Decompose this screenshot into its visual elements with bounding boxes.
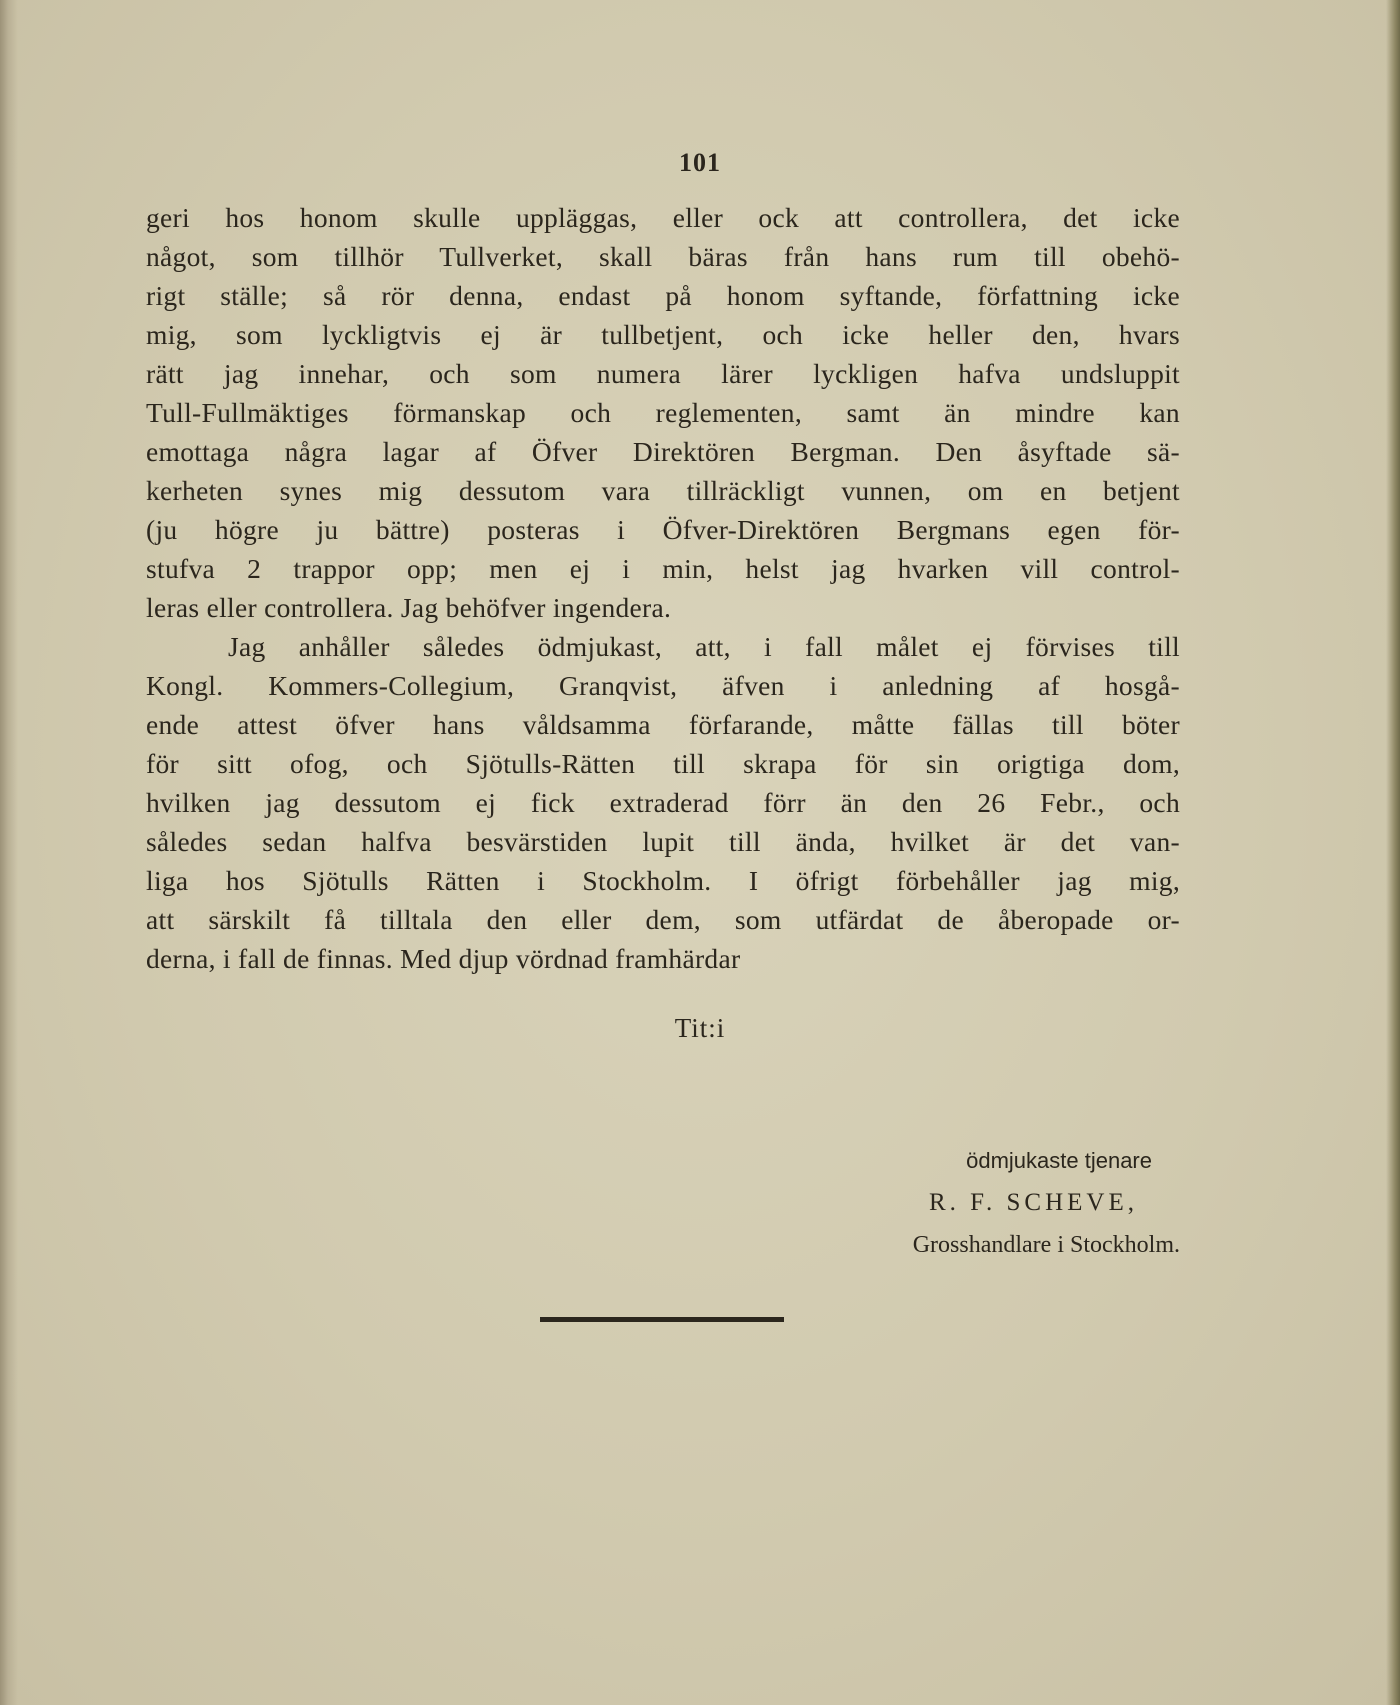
end-rule-divider bbox=[540, 1317, 784, 1322]
paragraph-start-line: Jag anhåller således ödmjukast, att, i fall målet ej förvises till bbox=[228, 631, 1180, 662]
text-line: något, som tillhör Tullverket, skall bäras från hans rum till obehö- bbox=[146, 241, 1180, 272]
text-line: för sitt ofog, och Sjötulls-Rätten till skrapa för sin origtiga dom, bbox=[146, 748, 1180, 779]
page-binding-edge bbox=[0, 0, 18, 1705]
signature-block bbox=[913, 1140, 1180, 1266]
text-line: derna, i fall de finnas. Med djup vördnad framhärdar bbox=[146, 943, 741, 974]
text-line: ende attest öfver hans våldsamma förfarande, måtte fällas till böter bbox=[146, 709, 1180, 740]
signature-title: Grosshandlare i Stockholm. bbox=[912, 1232, 1180, 1258]
text-line: Kongl. Kommers-Collegium, Granqvist, äfven i anledning af hosgå- bbox=[146, 670, 1180, 701]
body-text bbox=[146, 198, 1180, 978]
salutation-signoff: Tit:i bbox=[674, 1013, 726, 1043]
text-line: leras eller controllera. Jag behöfver ingendera. bbox=[146, 592, 672, 623]
text-line: emottaga några lagar af Öfver Direktören Bergman. Den åsyftade sä- bbox=[146, 436, 1180, 467]
signature-name: R. F. SCHEVE, bbox=[928, 1189, 1138, 1216]
text-line: (ju högre ju bättre) posteras i Öfver-Direktören Bergmans egen för- bbox=[146, 514, 1180, 545]
signature-closing: ödmjukaste tjenare bbox=[966, 1148, 1152, 1173]
text-line: stufva 2 trappor opp; men ej i min, helst jag hvarken vill control- bbox=[146, 553, 1180, 584]
page-number: 101 bbox=[679, 148, 721, 177]
text-line: kerheten synes mig dessutom vara tillräckligt vunnen, om en betjent bbox=[146, 475, 1180, 506]
text-line: Tull-Fullmäktiges förmanskap och reglementen, samt än mindre kan bbox=[146, 397, 1180, 428]
text-line: mig, som lyckligtvis ej är tullbetjent, och icke heller den, hvars bbox=[146, 319, 1180, 350]
text-line: hvilken jag dessutom ej fick extraderad förr än den 26 Febr., och bbox=[146, 787, 1180, 818]
text-line: således sedan halfva besvärstiden lupit till ända, hvilket är det van- bbox=[146, 826, 1180, 857]
text-line: att särskilt få tilltala den eller dem, som utfärdat de åberopade or- bbox=[146, 904, 1180, 935]
text-line: rigt ställe; så rör denna, endast på honom syftande, författning icke bbox=[146, 280, 1180, 311]
page-outer-edge bbox=[1386, 0, 1400, 1705]
text-line: liga hos Sjötulls Rätten i Stockholm. I öfrigt förbehåller jag mig, bbox=[146, 865, 1180, 896]
text-line: geri hos honom skulle uppläggas, eller ock att controllera, det icke bbox=[146, 202, 1180, 233]
text-line: rätt jag innehar, och som numera lärer lyckligen hafva undsluppit bbox=[146, 358, 1180, 389]
